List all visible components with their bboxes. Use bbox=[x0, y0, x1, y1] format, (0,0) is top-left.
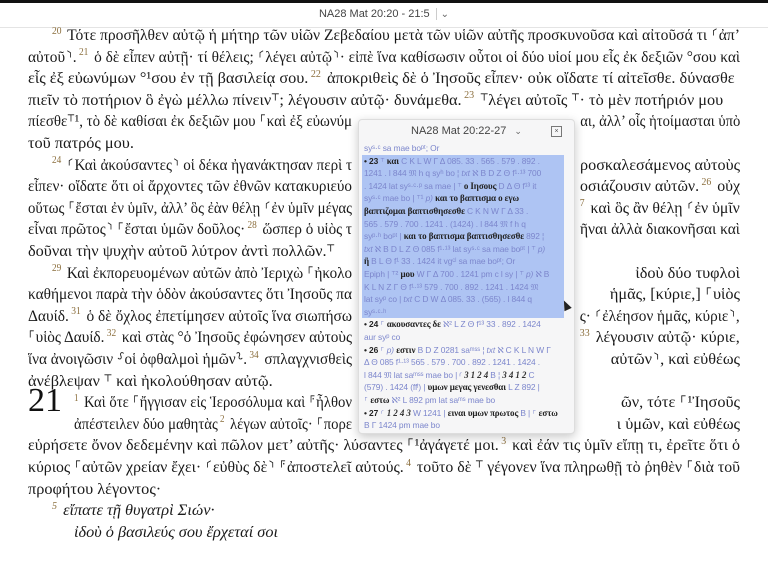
verse-text: ⸂Καὶ ἀκούσαντες⸃ οἱ δέκα ἠγανάκτησαν περὶ τ bbox=[63, 154, 353, 174]
apparatus-text: ἢ bbox=[364, 256, 372, 267]
apparatus-text: 565 . 579 . 700 . 1241 . (1424) . l 844 𝔐 f h q bbox=[364, 218, 526, 229]
text-line bbox=[28, 457, 740, 477]
apparatus-text: (579) . 1424 (ffˡ) | bbox=[364, 382, 428, 393]
apparatus-line[interactable] bbox=[362, 167, 564, 180]
apparatus-line[interactable] bbox=[359, 356, 574, 369]
apparatus-line-content bbox=[364, 407, 558, 420]
apparatus-line-content bbox=[364, 369, 534, 382]
apparatus-line-content bbox=[364, 293, 532, 306]
verse-text: Καὶ ἐκπορευομένων αὐτῶν ἀπὸ Ἰεριχὼ ⸀ἠκολο bbox=[63, 262, 353, 282]
chevron-down-icon[interactable]: ⌄ bbox=[514, 126, 522, 136]
verse-text: εἶναι πρῶτος⸃ ⸀ἔσται ὑμῶν δοῦλος· bbox=[28, 219, 246, 239]
text-line-right bbox=[617, 414, 740, 434]
popup-header[interactable] bbox=[359, 120, 574, 142]
verse-text: ἀνέβλεψαν ⸆ καὶ ἠκολούθησαν αὐτῷ. bbox=[28, 370, 273, 390]
apparatus-text: ℵ B bbox=[535, 269, 550, 279]
apparatus-line-content bbox=[364, 142, 439, 155]
text-line bbox=[28, 349, 352, 369]
verse-text: ⸆λέγει αὐτοῖς ⸆· τὸ μὲν ποτήριόν μου bbox=[476, 89, 724, 109]
apparatus-text: aur syᵖ co bbox=[364, 332, 401, 342]
verse-number: 28 bbox=[245, 219, 257, 231]
apparatus-line[interactable] bbox=[362, 293, 564, 306]
apparatus-text: syˢ·ᶜ mae bo | ⸆¹ bbox=[364, 193, 426, 204]
apparatus-line-content bbox=[364, 306, 386, 319]
verse-text: λέγουσιν αὐτῷ· κύριε, bbox=[591, 327, 740, 347]
verse-number: 21 bbox=[76, 47, 89, 59]
apparatus-text: C K L W Γ Δ 085. 33 . 565 . 579 . 892 . bbox=[401, 155, 540, 166]
chevron-down-icon[interactable]: ⌄ bbox=[440, 9, 450, 20]
apparatus-text: C K N W Γ Δ 33 . bbox=[466, 206, 529, 216]
apparatus-line[interactable] bbox=[362, 155, 564, 168]
verse-text: πιεῖν τὸ ποτήριον ὃ ἐγὼ μέλλω πίνειν⸆; λέγουσιν αὐτῷ· δυνάμεθα. bbox=[28, 89, 462, 109]
verse-number: 3 bbox=[498, 435, 507, 447]
apparatus-text: txt bbox=[364, 243, 375, 254]
verse-text: ς· ⸂ἐλέησον ἡμᾶς, κύριε⸃, bbox=[579, 305, 740, 325]
apparatus-text: ℵ² L 892 pm lat saᵐˢ mae bo bbox=[391, 395, 496, 405]
text-line bbox=[28, 371, 273, 391]
verse-text: εἶπεν· οἴδατε ὅτι οἱ ἄρχοντες τῶν ἐθνῶν κατακυριεύο bbox=[28, 176, 352, 196]
apparatus-text: L Z 892 | bbox=[508, 382, 540, 393]
apparatus-text: ℵ B D Z Θ f¹·¹³ 700 bbox=[472, 168, 542, 179]
apparatus-line[interactable] bbox=[359, 407, 574, 420]
verse-number: 22 bbox=[308, 68, 321, 80]
apparatus-text: • 23 bbox=[364, 155, 381, 166]
apparatus-line-content bbox=[364, 255, 515, 268]
apparatus-line-content bbox=[364, 205, 528, 218]
verse-text: Καὶ ὅτε ⸀ἤγγισαν εἰς Ἱεροσόλυμα καὶ ⸁ἦλθον bbox=[80, 392, 352, 412]
verse-number: 20 bbox=[52, 25, 62, 37]
apparatus-line[interactable] bbox=[362, 243, 564, 256]
verse-text: ῆναι ἀλλὰ διακονῆσαι καὶ bbox=[580, 219, 740, 239]
text-line bbox=[28, 68, 735, 88]
verse-text: ῶν, τότε ⸀¹Ἰησοῦς bbox=[621, 392, 740, 412]
verse-text: ἰδοὺ ὁ βασιλεύς σου ἔρχεταί σοι bbox=[74, 521, 278, 541]
text-line-right bbox=[580, 176, 740, 196]
apparatus-text: • 24 bbox=[364, 319, 381, 330]
apparatus-text: txt bbox=[403, 294, 415, 305]
text-line bbox=[28, 176, 352, 196]
apparatus-text: p) bbox=[386, 344, 397, 355]
verse-number: 33 bbox=[579, 327, 590, 339]
chapter-number: 21 bbox=[28, 382, 62, 420]
apparatus-text: και το βαπτισμα ο εγω bbox=[435, 193, 519, 204]
apparatus-line-content bbox=[364, 344, 551, 357]
text-line bbox=[52, 500, 215, 520]
verse-text: τοῦ πατρός μου. bbox=[28, 133, 134, 152]
apparatus-line[interactable] bbox=[359, 381, 574, 394]
apparatus-line[interactable] bbox=[362, 268, 564, 281]
text-line bbox=[52, 263, 352, 283]
apparatus-text: ⸀ bbox=[364, 395, 371, 405]
apparatus-text: B Γ 1424 pm mae bo bbox=[364, 420, 440, 431]
apparatus-line-content bbox=[364, 218, 526, 231]
verse-number: 2 bbox=[217, 414, 225, 426]
apparatus-text: εστω bbox=[370, 395, 392, 405]
apparatus-text: μου bbox=[400, 269, 417, 279]
text-line bbox=[28, 284, 352, 304]
apparatus-text: ειναι υμων πρωτος bbox=[447, 407, 521, 418]
text-line-right bbox=[621, 392, 740, 412]
verse-text: εὑρήσετε ὄνον δεδεμένην καὶ πῶλον μετ’ αὐτῆς· λύσαντες ⸀¹ἀγάγετέ μοι. bbox=[28, 435, 499, 455]
verse-number: 26 bbox=[699, 176, 712, 188]
text-line bbox=[74, 392, 352, 412]
verse-number: 34 bbox=[247, 349, 259, 361]
apparatus-line-content bbox=[364, 381, 540, 394]
apparatus-line[interactable] bbox=[362, 306, 564, 319]
verse-text: ἀπέστειλεν δύο μαθητὰς bbox=[74, 413, 218, 433]
apparatus-line-content bbox=[364, 243, 545, 256]
apparatus-text: syˢ·ᶜ·ʰ bbox=[364, 306, 387, 317]
verse-text: αὐτῶν⸃, καὶ εὐθέως bbox=[610, 349, 740, 368]
apparatus-text: 1 2 4 3 bbox=[386, 407, 413, 418]
apparatus-text: p) bbox=[425, 193, 436, 204]
apparatus-text: . 1424 lat syˢ·ᶜ·ᵖ sa mae | ⸆ bbox=[364, 180, 464, 191]
apparatus-text: lat syᵖ co | bbox=[364, 294, 404, 305]
text-line bbox=[28, 133, 134, 153]
text-line-right bbox=[580, 219, 740, 239]
apparatus-line[interactable] bbox=[362, 281, 564, 294]
verse-text: ὥσπερ ὁ υἱὸς τ bbox=[258, 219, 353, 239]
verse-text: ὁ δὲ εἶπεν αὐτῇ· τί θέλεις; ⸂λέγει αὐτῷ⸃· εἰπὲ ἵνα καθίσωσιν οὗτοι οἱ δύο υἱοί μου εἷς ἐκ δεξιῶν °σου καὶ bbox=[90, 46, 741, 66]
text-line-right bbox=[580, 111, 740, 131]
verse-text: εἴπατε τῇ θυγατρὶ Σιών· bbox=[59, 500, 215, 520]
text-line bbox=[28, 241, 335, 261]
text-line bbox=[28, 435, 740, 455]
text-line-right bbox=[580, 198, 740, 218]
apparatus-text: ℵ B D L Z Θ 085 f¹·¹³ lat syˢ·ᶜ sa mae boᵖᵗ | ⸆ bbox=[374, 243, 538, 254]
text-line bbox=[28, 327, 352, 347]
verse-number: 29 bbox=[52, 263, 62, 275]
text-line bbox=[28, 479, 161, 499]
apparatus-text: p) bbox=[537, 243, 546, 254]
verse-text: ι ὑμῶν, καὶ εὐθέως bbox=[616, 413, 740, 433]
verse-text: λέγων αὐτοῖς· ⸀πορε bbox=[226, 413, 352, 433]
apparatus-text: K L N Z Γ Θ f¹·¹³ 579 . 700 . 892 . 1241 . 1424 𝔐 bbox=[364, 281, 539, 292]
apparatus-line[interactable] bbox=[362, 192, 564, 205]
apparatus-text: και το βαπτισμα βαπτισθησεσθε bbox=[403, 231, 527, 242]
verse-number: 5 bbox=[52, 500, 57, 512]
text-line-right bbox=[580, 306, 740, 326]
verse-text: ἵνα ἀνοιγῶσιν ⸉οἱ ὀφθαλμοὶ ἡμῶν⸊. bbox=[28, 349, 248, 368]
apparatus-text: txt bbox=[461, 168, 473, 179]
apparatus-line-content bbox=[364, 180, 536, 193]
apparatus-line-content bbox=[364, 419, 440, 432]
apparatus-text: 3 1 2 4 bbox=[464, 369, 491, 380]
popup-title: NA28 Mat 20:22-27 bbox=[411, 125, 507, 137]
apparatus-text: βαπτιζομαι βαπτισθησεσθε bbox=[364, 206, 467, 216]
apparatus-line-content bbox=[364, 318, 541, 331]
apparatus-line-content bbox=[364, 331, 400, 344]
apparatus-line-content bbox=[364, 192, 519, 205]
text-line bbox=[28, 219, 352, 239]
apparatus-line[interactable] bbox=[362, 255, 564, 268]
verse-text: καὶ ὃς ἂν θέλῃ ⸂ἐν ὑμῖν bbox=[586, 197, 740, 217]
verse-text: οὐχ bbox=[713, 176, 740, 196]
verse-text: ροσκαλεσάμενος αὐτοὺς bbox=[579, 154, 740, 174]
apparatus-text: syˢ·ᶜ sa mae boᵖᵗ; Or bbox=[364, 143, 440, 153]
verse-text: προφήτου λέγοντος· bbox=[28, 478, 162, 498]
apparatus-line[interactable] bbox=[359, 369, 574, 382]
verse-text: καὶ στὰς °ὁ Ἰησοῦς ἐφώνησεν αὐτοὺς bbox=[118, 327, 352, 347]
divider bbox=[436, 8, 437, 20]
verse-text: Τότε προσῆλθεν αὐτῷ ἡ μήτηρ τῶν υἱῶν Ζεβεδαίου μετὰ τῶν υἱῶν αὐτῆς προσκυνοῦσα καὶ αἰτοῦσά τι ⸂ἀπ’ bbox=[63, 25, 740, 44]
apparatus-text: Δ Θ 085 f¹·¹³ 565 . 579 . 700 . 892 . 1241 . 1424 . bbox=[364, 357, 541, 368]
verse-number: 7 bbox=[579, 198, 585, 210]
verse-text: δοῦναι τὴν ψυχὴν αὐτοῦ λύτρον ἀντὶ πολλῶν.⸆ bbox=[28, 241, 335, 260]
apparatus-text: υμων μεγας γενεσθαι bbox=[427, 382, 509, 393]
verse-text: οσιάζουσιν αὐτῶν. bbox=[580, 176, 700, 196]
text-line bbox=[28, 90, 723, 110]
text-line bbox=[28, 306, 352, 326]
verse-text: σπλαγχνισθεὶς bbox=[260, 349, 353, 368]
apparatus-text: • 27 bbox=[364, 407, 381, 418]
apparatus-text: B ¦ bbox=[490, 369, 503, 380]
verse-number: 31 bbox=[68, 306, 81, 318]
verse-text: ἀποκριθεὶς δὲ ὁ Ἰησοῦς εἶπεν· οὐκ οἴδατε τί αἰτεῖσθε. δύνασθε bbox=[322, 68, 735, 88]
verse-text: ἡμᾶς, [κύριε,] ⸀υἱὸς bbox=[609, 284, 740, 304]
verse-text: Δαυίδ. bbox=[28, 305, 69, 325]
verse-number: 23 bbox=[461, 90, 475, 102]
text-line-right bbox=[610, 284, 740, 304]
apparatus-text: D Δ Θ f¹³ it bbox=[498, 180, 537, 191]
verse-text: τοῦτο δὲ ⸆ γέγονεν ἵνα πληρωθῇ τὸ ῥηθὲν ⸀διὰ τοῦ bbox=[412, 457, 740, 476]
apparatus-text: ℵ C K L N W Γ bbox=[497, 344, 551, 355]
apparatus-text: και bbox=[386, 155, 402, 166]
apparatus-line[interactable] bbox=[362, 218, 564, 231]
verse-text: αι, ἀλλ’ οἷς ἡτοίμασται ὑπὸ bbox=[580, 111, 740, 131]
apparatus-line[interactable] bbox=[359, 318, 574, 331]
text-line bbox=[74, 522, 278, 542]
apparatus-line-content bbox=[364, 394, 495, 407]
verse-text: κύριος ⸀αὐτῶν χρείαν ἔχει· ⸂εὐθὺς δὲ⸃ ⸁ἀποστελεῖ αὐτούς. bbox=[28, 457, 404, 476]
apparatus-text: • 26 bbox=[364, 344, 381, 355]
apparatus-line-content bbox=[364, 167, 541, 180]
close-icon[interactable]: × bbox=[551, 126, 562, 137]
apparatus-text: p) bbox=[525, 269, 536, 279]
verse-number: 1 bbox=[74, 392, 79, 404]
apparatus-text: 3 4 1 2 bbox=[502, 369, 529, 380]
verse-text: εἷς ἐξ εὐωνύμων °¹σου ἐν τῇ βασιλείᾳ σου. bbox=[28, 68, 309, 88]
text-line-right bbox=[580, 327, 740, 347]
apparatus-text: ⸆ bbox=[380, 155, 387, 166]
text-line bbox=[28, 111, 352, 131]
text-line bbox=[28, 47, 740, 67]
apparatus-text: W Γ Δ 700 . 1241 pm c l sy | ⸆ bbox=[416, 269, 526, 279]
apparatus-text: ⸀ bbox=[380, 319, 387, 330]
apparatus-line[interactable] bbox=[359, 344, 574, 357]
apparatus-line-content bbox=[364, 356, 540, 369]
apparatus-text: C bbox=[528, 369, 535, 380]
apparatus-text: C D W Δ 085. 33 . (565) . l 844 q bbox=[414, 294, 532, 305]
apparatus-line[interactable] bbox=[359, 142, 574, 155]
apparatus-line-content bbox=[364, 230, 544, 243]
apparatus-line-content bbox=[364, 281, 538, 294]
apparatus-text: εστιν bbox=[396, 344, 418, 355]
verse-number: 4 bbox=[403, 457, 412, 469]
verse-text: πίεσθε⸆¹, τὸ δὲ καθίσαι ἐκ δεξιῶν μου ⸀καὶ ἐξ εὐωνύμ bbox=[28, 111, 353, 131]
verse-text: καὶ ἐάν τις ὑμῖν εἴπῃ τι, ἐρεῖτε ὅτι ὁ bbox=[508, 435, 741, 455]
apparatus-line-content bbox=[364, 155, 540, 168]
apparatus-line[interactable] bbox=[359, 394, 574, 407]
apparatus-text: B D Z 0281 saᵐˢˢ ¦ bbox=[417, 344, 487, 355]
verse-number: 32 bbox=[104, 327, 117, 339]
apparatus-text: 892 ¦ bbox=[526, 231, 545, 242]
apparatus-text: txt bbox=[486, 344, 498, 355]
verse-number: 24 bbox=[52, 155, 62, 167]
apparatus-line[interactable] bbox=[362, 205, 564, 218]
verse-text: ὁ δὲ ὄχλος ἐπετίμησεν αὐτοῖς ἵνα σιωπήσω bbox=[82, 305, 352, 325]
apparatus-text: B | ⸀ bbox=[520, 407, 539, 418]
verse-text: καθήμενοι παρὰ τὴν ὁδὸν ἀκούσαντες ὅτι Ἰησοῦς πα bbox=[28, 284, 353, 304]
apparatus-text: l 844 𝔐 lat saᵐˢˢ mae bo | ⸂ bbox=[364, 369, 465, 380]
apparatus-text: ακουσαντες δε bbox=[386, 319, 444, 330]
text-line-right bbox=[611, 349, 740, 369]
apparatus-text: W 1241 | bbox=[412, 407, 448, 418]
apparatus-text: εστω bbox=[538, 407, 558, 418]
verse-text: οὕτως ⸀ἔσται ἐν ὑμῖν, ἀλλ’ ὃς ἐὰν θέλῃ ⸂ἐν ὑμῖν μέγας bbox=[28, 197, 353, 217]
verse-text: αὐτοῦ⸃. bbox=[28, 46, 77, 66]
verse-text: ⸀υἱὸς Δαυίδ. bbox=[28, 327, 105, 347]
apparatus-line[interactable] bbox=[359, 419, 574, 432]
apparatus-line[interactable] bbox=[362, 180, 564, 193]
text-line-right bbox=[635, 263, 740, 283]
text-line-right bbox=[580, 155, 740, 175]
apparatus-line[interactable] bbox=[362, 230, 564, 243]
apparatus-popup[interactable] bbox=[358, 119, 575, 434]
apparatus-line[interactable] bbox=[359, 331, 574, 344]
apparatus-text: ο Ιησους bbox=[463, 180, 499, 191]
apparatus-text: ℵ² L Z Θ f¹³ 33 . 892 . 1424 bbox=[443, 319, 541, 330]
text-line bbox=[28, 198, 352, 218]
apparatus-text: syᵖ·ʰ boᵖᵗ | bbox=[364, 231, 404, 242]
text-line bbox=[52, 25, 740, 45]
apparatus-text: 1241 . l 844 𝔐 h q syʰ bo ¦ bbox=[364, 168, 462, 179]
passage-title: NA28 Mat 20:20 - 21:5 bbox=[318, 8, 430, 20]
apparatus-text: B L Θ f¹ 33 . 1424 it vgᶜˡ sa mae boᵖᵗ; Or bbox=[371, 256, 516, 267]
apparatus-text: ⸂ bbox=[380, 407, 387, 418]
text-line bbox=[52, 155, 352, 175]
verse-text: ἰδοὺ δύο τυφλοὶ bbox=[635, 262, 740, 282]
apparatus-text: Epiph | ⸆² bbox=[364, 269, 401, 279]
apparatus-line-content bbox=[364, 268, 549, 281]
text-line bbox=[74, 414, 352, 434]
apparatus-text: ⸀ bbox=[380, 344, 387, 355]
